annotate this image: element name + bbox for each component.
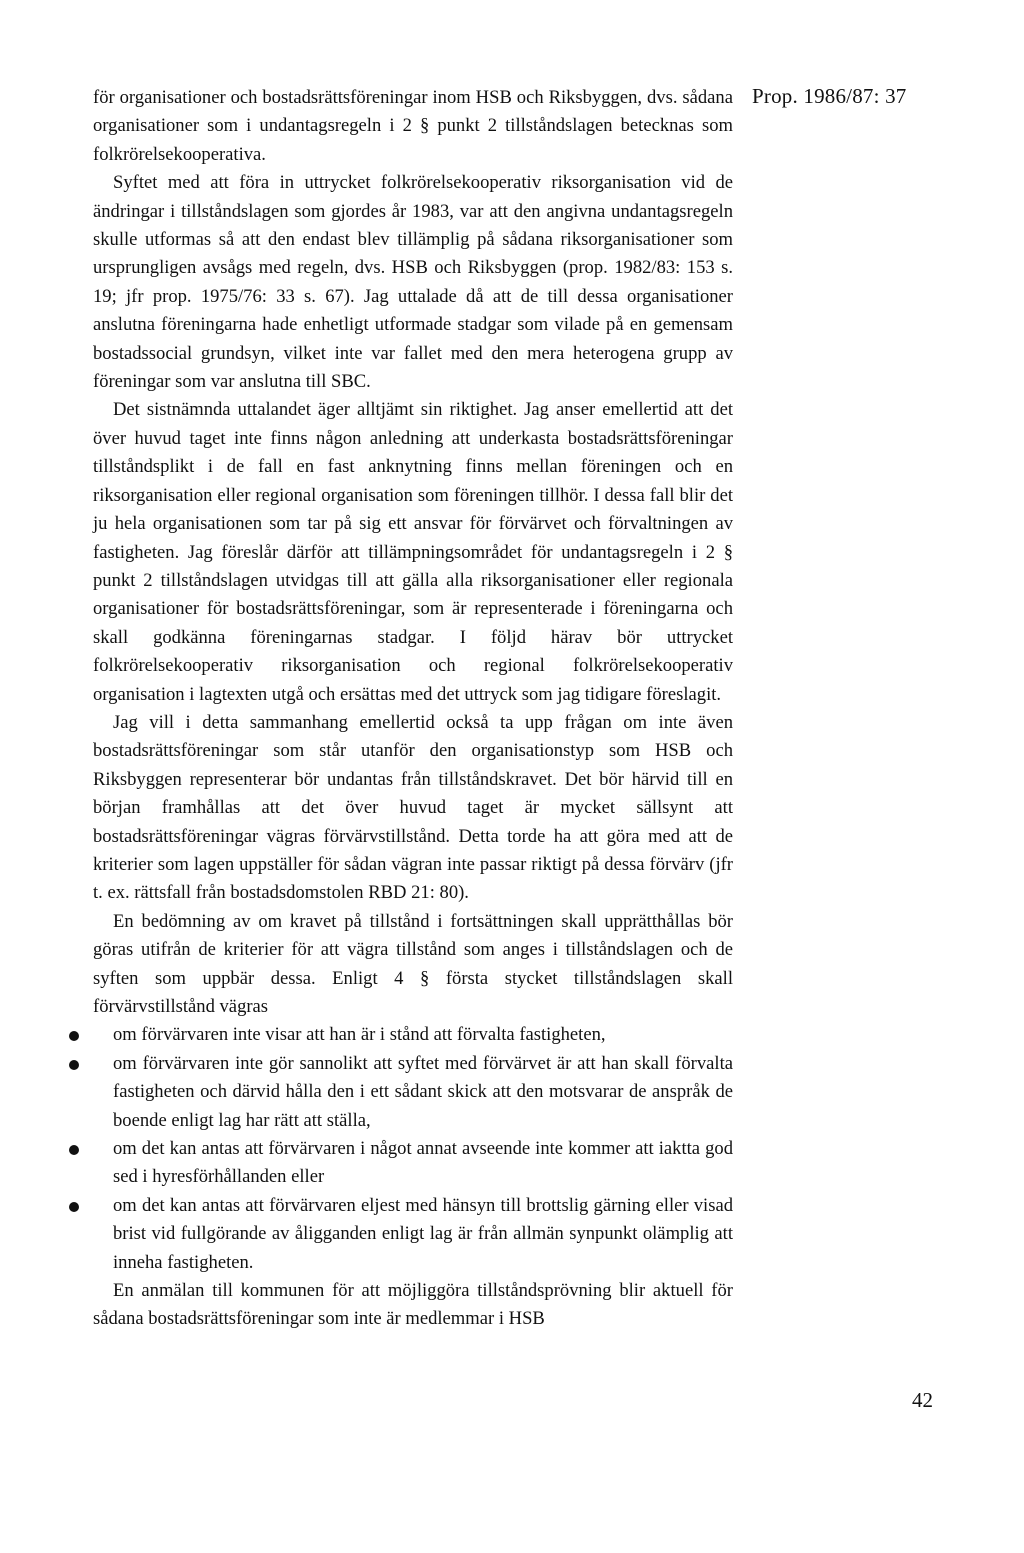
page-number: 42 bbox=[912, 1388, 933, 1412]
bullet-icon bbox=[69, 1145, 79, 1155]
paragraph-continuation: för organisationer och bostadsrättsföreningar inom HSB och Riksbyggen, dvs. sådana organisationer som i undantagsregeln i 2 § punkt 2 tillståndslagen betecknas som folkrörelsekooperativa. bbox=[93, 87, 733, 165]
bullet-icon bbox=[69, 1031, 79, 1041]
bullet-icon bbox=[69, 1202, 79, 1212]
list-item-text: om förvärvaren inte visar att han är i stånd att förvalta fastigheten, bbox=[113, 1024, 606, 1046]
bullet-icon bbox=[69, 1060, 79, 1070]
proposition-reference: Prop. 1986/87: 37 bbox=[752, 84, 907, 108]
paragraph-closing: En anmälan till kommunen för att möjliggöra tillståndsprövning blir aktuell för sådana bostadsrättsföreningar som inte är medlemmar i HSB bbox=[93, 1280, 733, 1330]
paragraph: En bedömning av om kravet på tillstånd i fortsättningen skall upprätthållas bör göras utifrån de kriterier för att vägra tillstånd som anges i tillståndslagen och de syften som uppbär dessa. Enligt 4 § första stycket tillståndslagen skall förvärvstillstånd vägras bbox=[93, 910, 733, 1017]
list-item-text: om förvärvaren inte gör sannolikt att syftet med förvärvet är att han skall förvalta fastigheten och därvid hålla den i ett sådant skick att den motsvarar de anspråk de boende enligt lag har rätt att ställa, bbox=[113, 1052, 733, 1131]
list-item bbox=[93, 1135, 733, 1192]
list-item bbox=[93, 1192, 733, 1277]
list-item bbox=[93, 1050, 733, 1135]
list-item-text: om det kan antas att förvärvaren i något annat avseende inte kommer att iaktta god sed i hyresförhållanden eller bbox=[113, 1138, 733, 1188]
list-item bbox=[93, 1021, 733, 1049]
paragraph: Det sistnämnda uttalandet äger alltjämt sin riktighet. Jag anser emellertid att det över huvud taget inte finns någon anledning att underkasta bostadsrättsföreningar tillståndsplikt i de fall en fast anknytning finns mellan föreningen och en riksorganisation eller regional organisation som föreningen tillhör. I dessa fall blir det ju hela organisationen som tar på sig ett ansvar för förvärvet och förvaltningen av fastigheten. Jag föreslår därför att tillämpningsområdet för undantagsregeln i 2 § punkt 2 tillståndslagen utvidgas till att gälla alla riksorganisationer eller regionala organisationer för bostadsrättsföreningar, som är representerade i föreningarna och skall godkänna föreningarnas stadgar. I följd härav bör uttrycket folkrörelsekooperativ riksorganisation och regional folkrörelsekooperativ organisation i lagtexten utgå och ersättas med det uttryck som jag tidigare föreslagit. bbox=[93, 399, 733, 705]
paragraph: Jag vill i detta sammanhang emellertid också ta upp frågan om inte även bostadsrättsföreningar som står utanför den organisationstyp som HSB och Riksbyggen representerar bör undantas från tillståndskravet. Det bör härvid till en början framhållas att det över huvud taget är mycket sällsynt att bostadsrättsföreningar vägras förvärvstillstånd. Detta torde ha att göra med att de kriterier som lagen uppställer för sådan vägran inte passar riktigt på dessa förvärv (jfr t. ex. rättsfall från bostadsdomstolen RBD 21: 80). bbox=[93, 711, 733, 904]
criteria-list bbox=[93, 1021, 733, 1277]
body-text bbox=[93, 84, 733, 1334]
paragraph: Syftet med att föra in uttrycket folkrörelsekooperativ riksorganisation vid de ändringar i tillståndslagen som gjordes år 1983, var att den angivna undantagsregeln skulle utformas så att den endast blev tillämplig på sådana riksorganisationer som ursprungligen avsågs med regeln, dvs. HSB och Riksbyggen (prop. 1982/83: 153 s. 19; jfr prop. 1975/76: 33 s. 67). Jag uttalade då att de till dessa organisationer anslutna föreningarna hade enhetligt utformade stadgar som vilade på en gemensam bostadssocial grundsyn, vilket inte var fallet med den mera heterogena grupp av föreningar som var anslutna till SBC. bbox=[93, 172, 733, 393]
list-item-text: om det kan antas att förvärvaren eljest med hänsyn till brottslig gärning eller visad brist vid fullgörande av åligganden enligt lag är från allmän synpunkt olämplig att inneha fastigheten. bbox=[113, 1194, 733, 1273]
